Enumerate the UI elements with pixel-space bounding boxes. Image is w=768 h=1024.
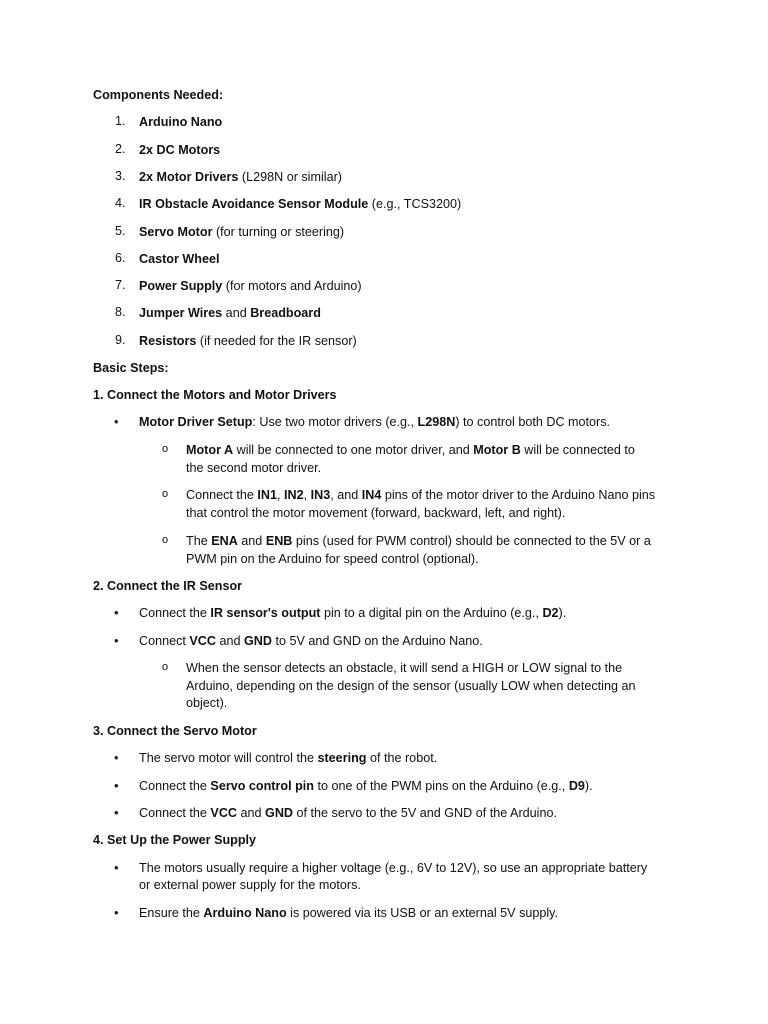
sub-bullet-item: The ENA and ENB pins (used for PWM control) should be connected to the 5V or a [186,534,651,548]
sub-bullet-icon: o [162,443,169,455]
list-item: 2x Motor Drivers (L298N or similar) [139,170,342,184]
sub-bullet-item: When the sensor detects an obstacle, it will send a HIGH or LOW signal to the [186,661,623,675]
bullet-item-continued: or external power supply for the motors. [139,878,361,892]
list-item: Arduino Nano [139,115,223,129]
bullet-item: Connect the VCC and GND of the servo to the 5V and GND of the Arduino. [139,806,557,820]
bullet-item: The motors usually require a higher voltage (e.g., 6V to 12V), so use an appropriate battery [139,861,648,875]
section-heading: 3. Connect the Servo Motor [93,724,257,738]
sub-bullet-icon: o [162,534,169,546]
list-item: Castor Wheel [139,252,220,266]
list-item: Servo Motor (for turning or steering) [139,225,345,239]
list-number: 3. [115,169,126,183]
sub-bullet-item-continued: the second motor driver. [186,461,322,475]
list-number: 4. [115,196,126,210]
list-number: 9. [115,333,126,347]
section-heading: 2. Connect the IR Sensor [93,579,243,593]
list-number: 7. [115,278,126,292]
bullet-item: Ensure the Arduino Nano is powered via its USB or an external 5V supply. [139,906,559,920]
bullet-icon: • [114,805,119,820]
list-number: 5. [115,224,126,238]
bullet-item: Motor Driver Setup: Use two motor drivers (e.g., L298N) to control both DC motors. [139,415,611,429]
sub-bullet-item-continued: object). [186,696,228,710]
list-item: Power Supply (for motors and Arduino) [139,279,362,293]
list-item: 2x DC Motors [139,143,221,157]
bullet-icon: • [114,414,119,429]
sub-bullet-item: Motor A will be connected to one motor driver, and Motor B will be connected to [186,443,635,457]
sub-bullet-icon: o [162,488,169,500]
bullet-icon: • [114,605,119,620]
bullet-icon: • [114,860,119,875]
bullet-icon: • [114,750,119,765]
components-heading: Components Needed: [93,88,224,102]
sub-bullet-icon: o [162,661,169,673]
bullet-item: Connect the IR sensor's output pin to a digital pin on the Arduino (e.g., D2). [139,606,567,620]
bullet-item: Connect VCC and GND to 5V and GND on the Arduino Nano. [139,634,483,648]
list-number: 2. [115,142,126,156]
basic-steps-heading: Basic Steps: [93,361,169,375]
list-item: Resistors (if needed for the IR sensor) [139,334,357,348]
list-number: 8. [115,305,126,319]
bullet-item: The servo motor will control the steering of the robot. [139,751,438,765]
list-number: 1. [115,114,126,128]
bullet-icon: • [114,905,119,920]
list-item: IR Obstacle Avoidance Sensor Module (e.g., TCS3200) [139,197,462,211]
section-heading: 1. Connect the Motors and Motor Drivers [93,388,337,402]
list-item: Jumper Wires and Breadboard [139,306,321,320]
list-number: 6. [115,251,126,265]
sub-bullet-item-continued: PWM pin on the Arduino for speed control (optional). [186,552,479,566]
sub-bullet-item-continued: that control the motor movement (forward, backward, left, and right). [186,506,566,520]
bullet-item: Connect the Servo control pin to one of the PWM pins on the Arduino (e.g., D9). [139,779,593,793]
sub-bullet-item: Connect the IN1, IN2, IN3, and IN4 pins of the motor driver to the Arduino Nano pins [186,488,656,502]
sub-bullet-item-continued: Arduino, depending on the design of the sensor (usually LOW when detecting an [186,679,636,693]
bullet-icon: • [114,778,119,793]
bullet-icon: • [114,633,119,648]
section-heading: 4. Set Up the Power Supply [93,833,257,847]
